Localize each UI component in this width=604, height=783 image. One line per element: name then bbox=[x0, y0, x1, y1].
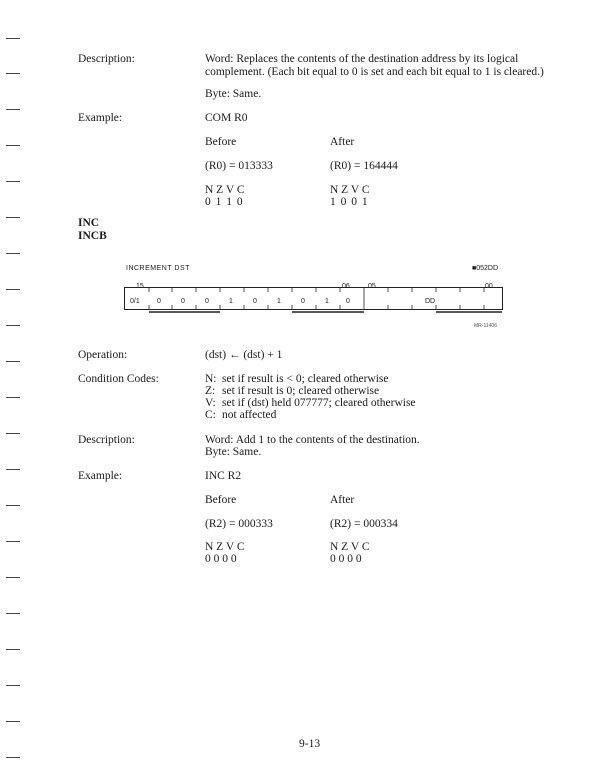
bit-field-4: 1 bbox=[229, 298, 233, 305]
before-flags-inc: 0 0 0 0 bbox=[205, 553, 237, 565]
condition-codes-label: Condition Codes: bbox=[78, 373, 159, 385]
bit-field-0: 0/1 bbox=[130, 298, 140, 305]
binding-mark bbox=[6, 361, 20, 362]
bit-06-label: 06 bbox=[342, 283, 350, 290]
after-nzvc-header: N Z V C bbox=[330, 184, 370, 196]
operation-label: Operation: bbox=[78, 349, 128, 361]
after-value-inc: (R2) = 000334 bbox=[330, 518, 398, 530]
before-nzvc-header-inc: N Z V C bbox=[205, 541, 245, 553]
example-instruction: COM R0 bbox=[205, 112, 248, 124]
binding-mark bbox=[6, 38, 20, 39]
binding-mark bbox=[6, 577, 20, 578]
cc-text-z: set if result is 0; cleared otherwise bbox=[222, 385, 380, 397]
cc-flag-v: V: bbox=[205, 397, 216, 409]
before-heading-inc: Before bbox=[205, 494, 237, 506]
cc-flag-z: Z: bbox=[205, 385, 216, 397]
example-label-inc: Example: bbox=[78, 470, 123, 482]
figure-reference: MR-11406 bbox=[474, 323, 497, 329]
cc-flag-n: N: bbox=[205, 373, 217, 385]
binding-mark bbox=[6, 433, 20, 434]
description-label: Description: bbox=[78, 53, 135, 65]
page-number: 9-13 bbox=[299, 738, 321, 750]
cc-flag-c: C: bbox=[205, 409, 216, 421]
before-heading: Before bbox=[205, 136, 237, 148]
binding-mark bbox=[6, 685, 20, 686]
instruction-heading-inc: INC bbox=[78, 217, 100, 229]
binding-mark bbox=[6, 397, 20, 398]
binding-mark bbox=[6, 469, 20, 470]
before-nzvc-header: N Z V C bbox=[205, 184, 245, 196]
diagram-opcode: ■052DD bbox=[472, 265, 499, 272]
after-flags-inc: 0 0 0 0 bbox=[330, 553, 362, 565]
binding-mark bbox=[6, 649, 20, 650]
after-heading: After bbox=[330, 136, 355, 148]
operation-expression: (dst) ← (dst) + 1 bbox=[205, 349, 283, 361]
instruction-heading-incb: INCB bbox=[78, 230, 107, 242]
binding-mark bbox=[6, 613, 20, 614]
bit-field-6: 1 bbox=[277, 298, 281, 305]
byte-note-inc: Byte: Same. bbox=[205, 446, 262, 458]
bit-00-label: 00 bbox=[485, 283, 493, 290]
bit-field-5: 0 bbox=[253, 298, 257, 305]
binding-mark bbox=[6, 109, 20, 110]
binding-mark bbox=[6, 73, 20, 74]
description-line-2: complement. (Each bit equal to 0 is set and each bit equal to 1 is cleared.) bbox=[205, 66, 544, 78]
binding-mark bbox=[6, 721, 20, 722]
bit-field-2: 0 bbox=[181, 298, 185, 305]
binding-mark bbox=[6, 217, 20, 218]
after-value: (R0) = 164444 bbox=[330, 160, 398, 172]
binding-mark bbox=[6, 181, 20, 182]
after-nzvc-header-inc: N Z V C bbox=[330, 541, 370, 553]
bit-field-1: 0 bbox=[157, 298, 161, 305]
description-line-1: Word: Replaces the contents of the destination address by its logical bbox=[205, 53, 519, 65]
binding-mark bbox=[6, 505, 20, 506]
before-value: (R0) = 013333 bbox=[205, 160, 273, 172]
description-label-inc: Description: bbox=[78, 434, 135, 446]
bit-field-3: 0 bbox=[205, 298, 209, 305]
after-flags: 1 0 0 1 bbox=[330, 196, 368, 208]
dst-field-label: DD bbox=[425, 298, 436, 305]
bit-15-label: 15 bbox=[136, 283, 144, 290]
cc-text-v: set if (dst) held 077777; cleared otherwise bbox=[222, 397, 416, 409]
cc-text-n: set if result is < 0; cleared otherwise bbox=[222, 373, 389, 385]
example-label: Example: bbox=[78, 112, 123, 124]
after-heading-inc: After bbox=[330, 494, 355, 506]
binding-mark bbox=[6, 541, 20, 542]
binding-mark bbox=[6, 757, 20, 758]
cc-text-c: not affected bbox=[222, 409, 277, 421]
description-inc-line-1: Word: Add 1 to the contents of the destination. bbox=[205, 434, 420, 446]
before-flags: 0 1 1 0 bbox=[205, 196, 243, 208]
bit-field-7: 0 bbox=[301, 298, 305, 305]
diagram-title: INCREMENT DST bbox=[126, 265, 190, 272]
binding-mark bbox=[6, 145, 20, 146]
binding-mark bbox=[6, 325, 20, 326]
byte-note: Byte: Same. bbox=[205, 88, 262, 100]
bit-05-label: 05 bbox=[368, 283, 376, 290]
before-value-inc: (R2) = 000333 bbox=[205, 518, 273, 530]
bit-field-8: 1 bbox=[325, 298, 329, 305]
binding-mark bbox=[6, 289, 20, 290]
binding-mark bbox=[6, 253, 20, 254]
example-instruction-inc: INC R2 bbox=[205, 470, 242, 482]
bit-field-9: 0 bbox=[346, 298, 350, 305]
